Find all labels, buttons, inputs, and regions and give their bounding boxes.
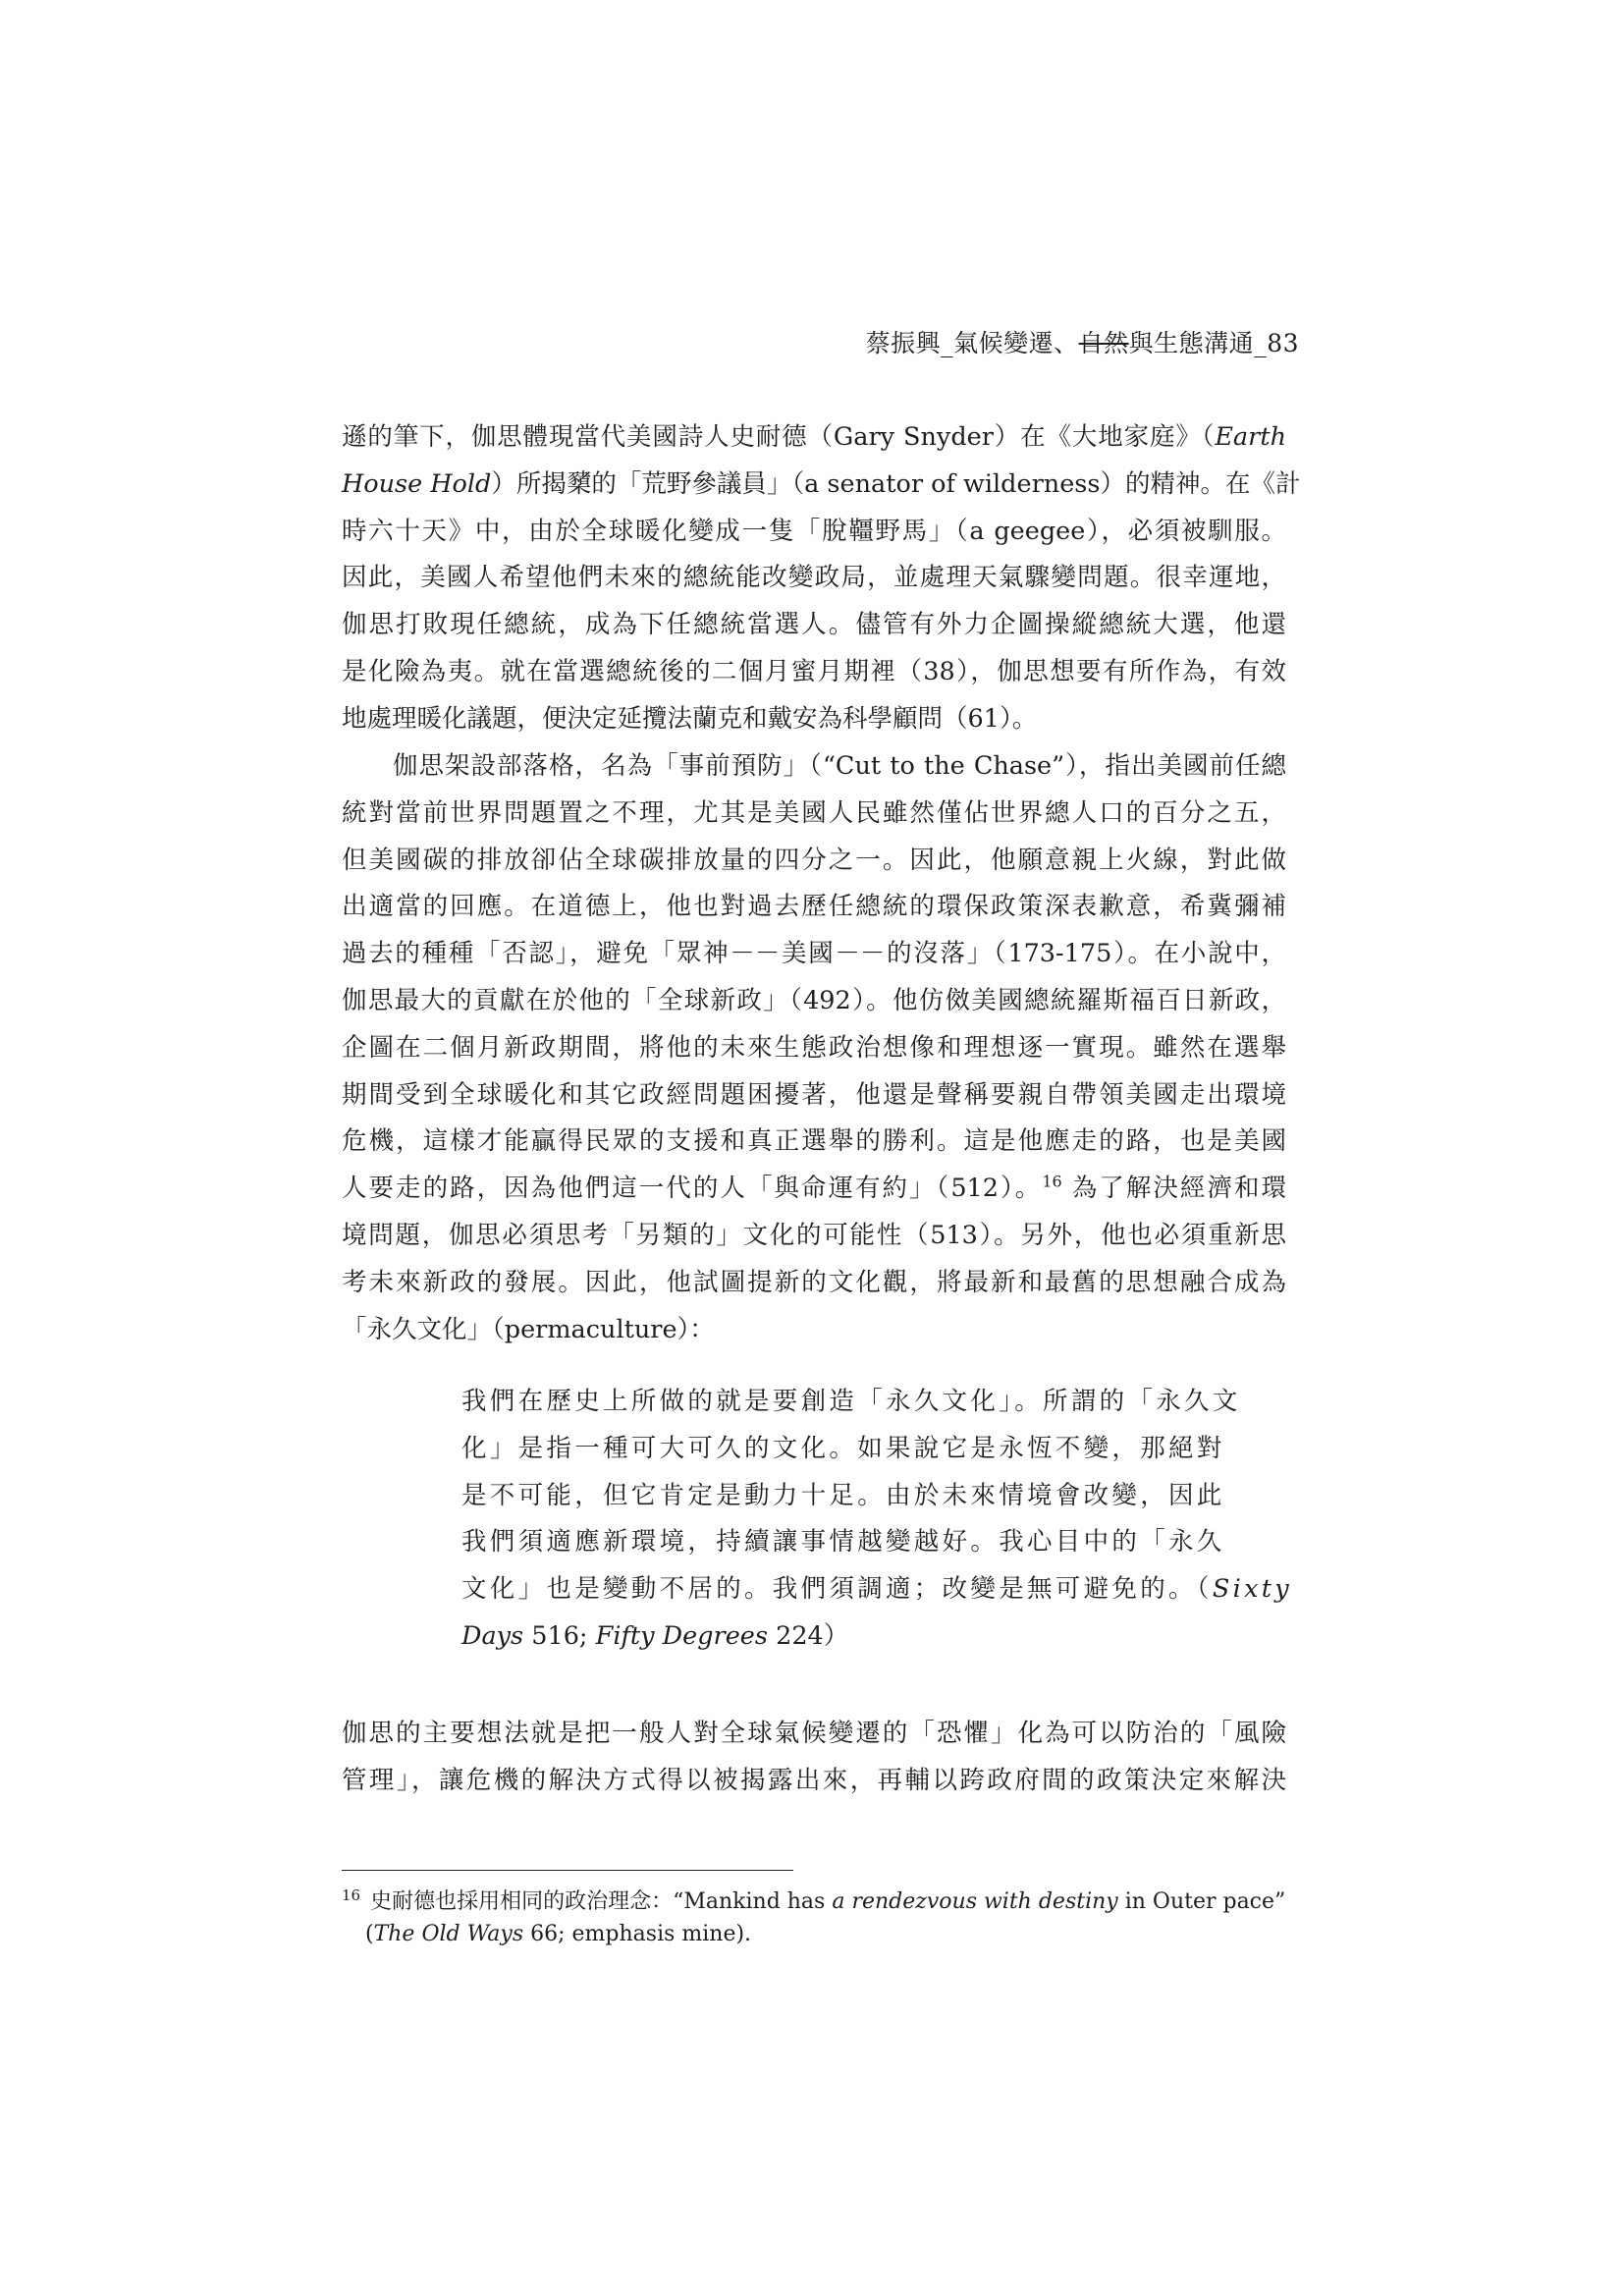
- text-line: 遜的筆下，伽思體現當代美國詩人史耐德（Gary Snyder）在《大地家庭》（Earth: [342, 422, 1286, 452]
- text-line: 是化險為夷。就在當選總統後的二個月蜜月期裡（38），伽思想要有所作為，有效: [342, 656, 1286, 686]
- header-title-b: 與生態溝通: [1128, 329, 1255, 357]
- block-quote: [461, 1378, 1293, 1660]
- text-line: 境問題，伽思必須思考「另類的」文化的可能性（513）。另外，他也必須重新思: [342, 1220, 1286, 1250]
- text-line: 危機，這樣才能贏得民眾的支援和真正選舉的勝利。這是他應走的路，也是美國: [342, 1126, 1286, 1157]
- text-line: House Hold）所揭櫫的「荒野參議員」（a senator of wilderness）的精神。在《計: [342, 468, 1301, 499]
- running-header: [866, 324, 1299, 359]
- quote-line: 化」是指一種可大可久的文化。如果說它是永恆不變，那絕對: [461, 1433, 1225, 1463]
- quote-line: 我們須適應新環境，持續讓事情越變越好。我心目中的「永久: [461, 1527, 1225, 1558]
- footnote-number: 16: [342, 1886, 361, 1904]
- header-author: 蔡振興: [865, 329, 942, 357]
- quote-line: 文化」也是變動不居的。我們須調適；改變是無可避免的。（Sixty: [461, 1574, 1293, 1605]
- paragraph-1: [342, 414, 1301, 743]
- footnote-divider: [342, 1870, 793, 1871]
- text-line: 統對當前世界問題置之不理，尤其是美國人民雖然僅佔世界總人口的百分之五，: [342, 797, 1286, 828]
- paragraph-3: [342, 1711, 1286, 1805]
- footnote-line: $^{16}$ 史耐德也採用相同的政治理念：“Mankind has a rendezvous with destiny in Outer pace”: [342, 1886, 1286, 1914]
- header-sep: _: [941, 329, 954, 357]
- header-sep: _: [1254, 329, 1268, 357]
- text-line: 伽思的主要想法就是把一般人對全球氣候變遷的「恐懼」化為可以防治的「風險: [342, 1719, 1286, 1748]
- quote-line: Days 516; Fifty Degrees 224）: [461, 1620, 849, 1651]
- quote-line: 是不可能，但它肯定是動力十足。由於未來情境會改變，因此: [461, 1480, 1225, 1510]
- text-line: 時六十天》中，由於全球暖化變成一隻「脫韁野馬」（a geegee），必須被馴服。: [342, 516, 1286, 546]
- text-line: 人要走的路，因為他們這一代的人「與命運有約」（512）。$^{16}$ 為了解決經濟和環: [342, 1172, 1286, 1204]
- footnote-ref: 16: [1042, 1172, 1062, 1191]
- text-line: 伽思架設部落格，名為「事前預防」（“Cut to the Chase”），指出美國前任總: [393, 751, 1286, 781]
- header-title-strike: 自然: [1078, 329, 1129, 357]
- page-number: 83: [1267, 329, 1299, 357]
- paragraph-2: [342, 743, 1286, 1353]
- quote-line: 我們在歷史上所做的就是要創造「永久文化」。所謂的「永久文: [461, 1387, 1241, 1416]
- text-line: 因此，美國人希望他們未來的總統能改變政局，並處理天氣驟變問題。很幸運地，: [342, 563, 1286, 593]
- text-line: 地處理暖化議題，便決定延攬法蘭克和戴安為科學顧問（61）。: [342, 703, 1038, 734]
- header-title-a: 氣候變遷、: [953, 329, 1079, 357]
- footnote-line: (The Old Ways 66; emphasis mine).: [365, 1922, 752, 1946]
- text-line: 但美國碳的排放卻佔全球碳排放量的四分之一。因此，他願意親上火線，對此做: [342, 845, 1286, 875]
- text-line: 期間受到全球暖化和其它政經問題困擾著，他還是聲稱要親自帶領美國走出環境: [342, 1079, 1286, 1110]
- text-line: 伽思最大的貢獻在於他的「全球新政」（492）。他仿傚美國總統羅斯福百日新政，: [342, 985, 1286, 1015]
- text-line: 管理」，讓危機的解決方式得以被揭露出來，再輔以跨政府間的政策決定來解決: [342, 1765, 1286, 1795]
- text-line: 考未來新政的發展。因此，他試圖提新的文化觀，將最新和最舊的思想融合成為: [342, 1267, 1286, 1297]
- text-line: 出適當的回應。在道德上，他也對過去歷任總統的環保政策深表歉意，希冀彌補: [342, 892, 1286, 922]
- text-line: 企圖在二個月新政期間，將他的未來生態政治想像和理想逐一實現。雖然在選舉: [342, 1032, 1286, 1063]
- footnote: [342, 1886, 1294, 1950]
- text-line: 「永久文化」（permaculture）：: [342, 1314, 715, 1344]
- text-line: 伽思打敗現任總統，成為下任總統當選人。儘管有外力企圖操縱總統大選，他還: [342, 610, 1286, 640]
- text-line: 過去的種種「否認」，避免「眾神－－美國－－的沒落」（173-175）。在小說中，: [342, 939, 1286, 969]
